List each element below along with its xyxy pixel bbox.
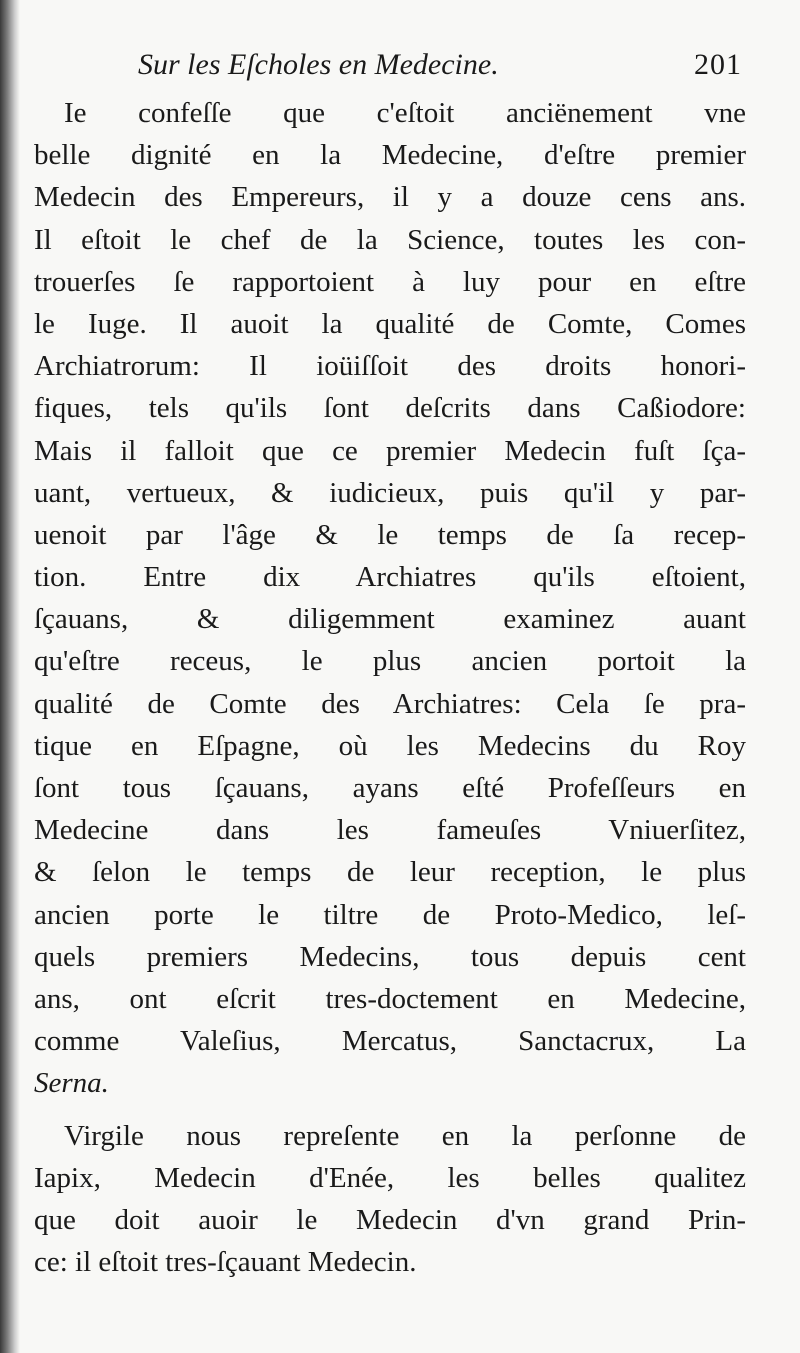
text-line: qualité de Comte des Archiatres: Cela ſe pra- — [34, 687, 746, 720]
running-title: Sur les Eſcholes en Medecine. — [138, 48, 499, 81]
text-line: & ſelon le temps de leur reception, le plus — [34, 856, 746, 889]
text-line: uant, vertueux, & iudicieux, puis qu'il y par- — [34, 476, 746, 509]
paragraph-1 — [34, 92, 746, 1105]
text-line: ce: il eſtoit tres-ſçauant Medecin. — [34, 1246, 417, 1279]
text-line: Virgile nous repreſente en la perſonne de — [64, 1119, 746, 1152]
text-line: Medecin des Empereurs, il y a douze cens ans. — [34, 181, 746, 214]
text-line: Iapix, Medecin d'Enée, les belles qualitez — [34, 1161, 746, 1194]
text-line: tion. Entre dix Archiatres qu'ils eſtoient, — [34, 561, 746, 594]
text-line: quels premiers Medecins, tous depuis cent — [34, 940, 746, 973]
text-line: Mais il falloit que ce premier Medecin fuſt ſça- — [34, 434, 746, 467]
text-line: trouerſes ſe rapportoient à luy pour en eſtre — [34, 265, 746, 298]
text-line: Ie confeſſe que c'eſtoit anciënement vne — [64, 97, 746, 129]
paragraph-gap — [34, 1105, 746, 1115]
text-line: uenoit par l'âge & le temps de ſa recep- — [34, 518, 746, 551]
text-line: le Iuge. Il auoit la qualité de Comte, Comes — [34, 307, 746, 340]
text-line: tique en Eſpagne, où les Medecins du Roy — [34, 729, 746, 762]
text-line: comme Valeſius, Mercatus, Sanctacrux, La — [34, 1025, 746, 1058]
text-line: ans, ont eſcrit tres-doctement en Medecine, — [34, 982, 746, 1015]
text-line: qu'eſtre receus, le plus ancien portoit la — [34, 645, 746, 678]
text-line: Medecine dans les fameuſes Vniuerſitez, — [34, 814, 746, 847]
text-line: belle dignité en la Medecine, d'eſtre premier — [34, 139, 746, 172]
text-line: que doit auoir le Medecin d'vn grand Prin- — [34, 1203, 746, 1236]
text-line: Il eſtoit le chef de la Science, toutes les con- — [34, 223, 746, 256]
page-body — [34, 92, 746, 1283]
text-line: ſçauans, & diligemment examinez auant — [34, 603, 746, 636]
text-line: ancien porte le tiltre de Proto-Medico, leſ- — [34, 898, 746, 931]
page-gutter-shadow — [0, 0, 20, 1353]
page-number: 201 — [694, 48, 742, 81]
text-line: Serna. — [34, 1067, 109, 1100]
page-header — [138, 44, 742, 90]
text-line: fiques, tels qu'ils ſont deſcrits dans Caßiodore: — [34, 392, 746, 425]
paragraph-2 — [34, 1115, 746, 1284]
text-line: ſont tous ſçauans, ayans eſté Profeſſeurs en — [34, 772, 746, 804]
text-line: Archiatrorum: Il ioüiſſoit des droits honori- — [34, 350, 746, 383]
